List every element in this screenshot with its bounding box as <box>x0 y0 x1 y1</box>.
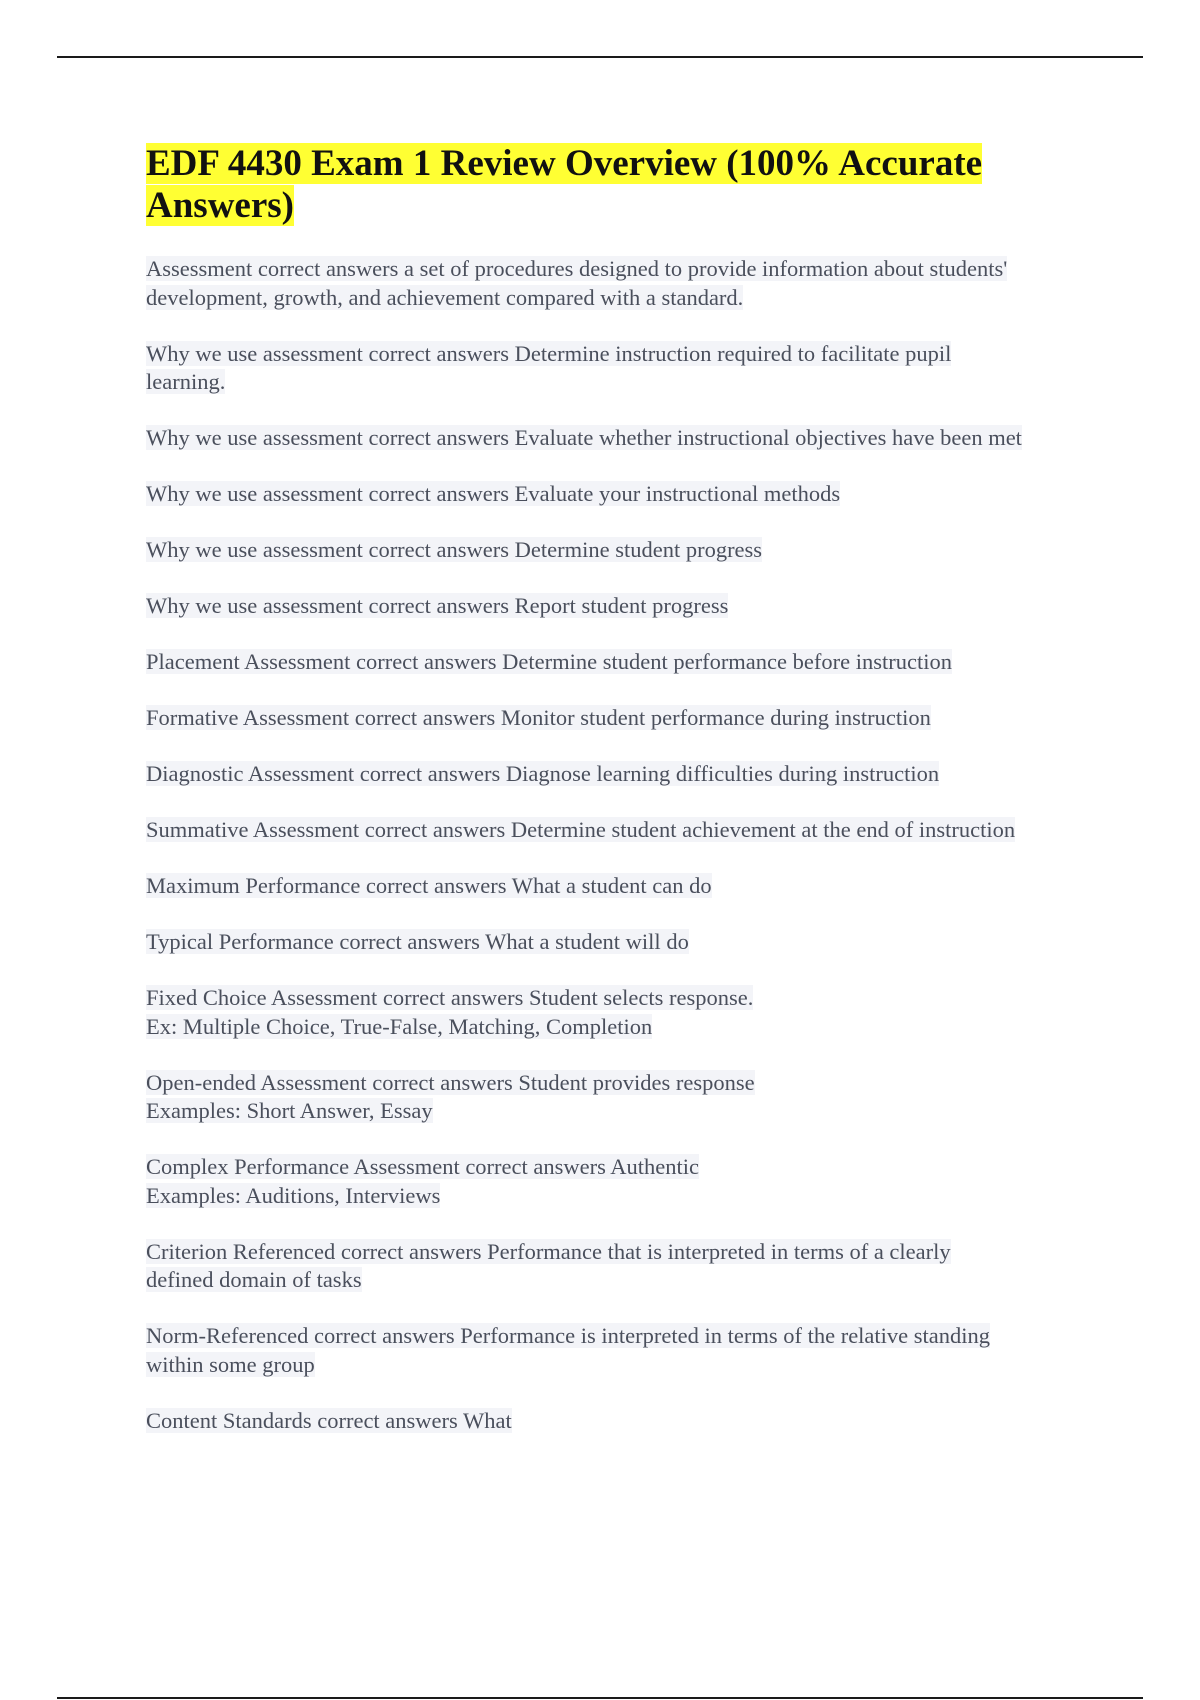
entry-line <box>146 536 1106 565</box>
review-entry <box>146 760 1106 789</box>
entry-line-text: Assessment correct answers a set of procedures designed to provide information about students' <box>146 256 1008 281</box>
entry-line <box>146 704 1106 733</box>
entry-line-text: Open-ended Assessment correct answers Student provides response <box>146 1069 755 1095</box>
document-body <box>146 143 1106 1463</box>
entry-line <box>146 1407 1106 1436</box>
entry-line-text: Why we use assessment correct answers Evaluate whether instructional objectives have been met <box>146 425 1022 450</box>
entry-line <box>146 592 1106 621</box>
review-entry <box>146 984 1106 1041</box>
review-entry <box>146 1069 1106 1126</box>
review-entry <box>146 255 1106 312</box>
entry-line-text: Criterion Referenced correct answers Performance that is interpreted in terms of a clearly <box>146 1238 951 1264</box>
review-entry <box>146 480 1106 509</box>
entry-line <box>146 284 1106 313</box>
review-entry <box>146 704 1106 733</box>
entry-line-text: Typical Performance correct answers What a student will do <box>146 929 689 954</box>
entry-line-text: Why we use assessment correct answers Determine instruction required to facilitate pupil <box>146 340 952 366</box>
review-entry <box>146 816 1106 845</box>
entry-line-text: Why we use assessment correct answers Evaluate your instructional methods <box>146 481 841 506</box>
entry-line <box>146 760 1106 789</box>
entry-line <box>146 340 1106 369</box>
entry-line <box>146 368 1106 397</box>
entry-line-text: development, growth, and achievement compared with a standard. <box>146 284 744 310</box>
entry-line <box>146 255 1106 284</box>
entry-line-text: Why we use assessment correct answers Report student progress <box>146 593 729 618</box>
entry-line-text: Placement Assessment correct answers Determine student performance before instruction <box>146 649 952 674</box>
entry-line <box>146 1322 1106 1351</box>
entry-line <box>146 872 1106 901</box>
entry-line <box>146 1238 1106 1267</box>
entry-line-text: within some group <box>146 1351 315 1377</box>
review-entry <box>146 340 1106 397</box>
review-entry <box>146 592 1106 621</box>
entry-line-text: Complex Performance Assessment correct answers Authentic <box>146 1154 699 1179</box>
bottom-rule <box>57 1697 1143 1699</box>
review-entry <box>146 1238 1106 1295</box>
entry-line <box>146 480 1106 509</box>
entry-line <box>146 1097 1106 1126</box>
entry-line <box>146 1069 1106 1098</box>
entry-line-text: Why we use assessment correct answers Determine student progress <box>146 537 763 562</box>
entry-line <box>146 1013 1106 1042</box>
entry-line-text: defined domain of tasks <box>146 1267 362 1292</box>
review-entry <box>146 1153 1106 1210</box>
entry-line <box>146 928 1106 957</box>
review-entry <box>146 648 1106 677</box>
entry-line-text: Summative Assessment correct answers Determine student achievement at the end of instruction <box>146 817 1016 842</box>
entry-line-text: Norm-Referenced correct answers Performance is interpreted in terms of the relative standing <box>146 1323 991 1348</box>
entry-line-text: Maximum Performance correct answers What a student can do <box>146 873 712 898</box>
entry-line <box>146 1182 1106 1211</box>
entry-line-text: Fixed Choice Assessment correct answers Student selects response. <box>146 985 754 1010</box>
entry-line <box>146 1153 1106 1182</box>
entry-line-text: learning. <box>146 369 226 394</box>
top-rule <box>57 56 1143 58</box>
review-entry <box>146 536 1106 565</box>
entry-line-text: Content Standards correct answers What <box>146 1407 512 1433</box>
entry-line-text: Ex: Multiple Choice, True-False, Matching, Completion <box>146 1013 653 1039</box>
review-entry <box>146 1407 1106 1436</box>
review-entry <box>146 424 1106 453</box>
entry-line-text: Formative Assessment correct answers Monitor student performance during instruction <box>146 705 931 730</box>
entry-line <box>146 1266 1106 1295</box>
review-entry <box>146 928 1106 957</box>
entry-line-text: Diagnostic Assessment correct answers Diagnose learning difficulties during instruction <box>146 761 940 786</box>
entry-line <box>146 816 1106 845</box>
entry-line <box>146 648 1106 677</box>
entry-line <box>146 1351 1106 1380</box>
entry-line <box>146 984 1106 1013</box>
entry-line-text: Examples: Auditions, Interviews <box>146 1182 441 1208</box>
entry-list <box>146 255 1106 1435</box>
document-title: EDF 4430 Exam 1 Review Overview (100% Accurate Answers) <box>146 143 983 226</box>
entry-line <box>146 424 1106 453</box>
entry-line-text: Examples: Short Answer, Essay <box>146 1098 433 1123</box>
review-entry <box>146 1322 1106 1379</box>
review-entry <box>146 872 1106 901</box>
